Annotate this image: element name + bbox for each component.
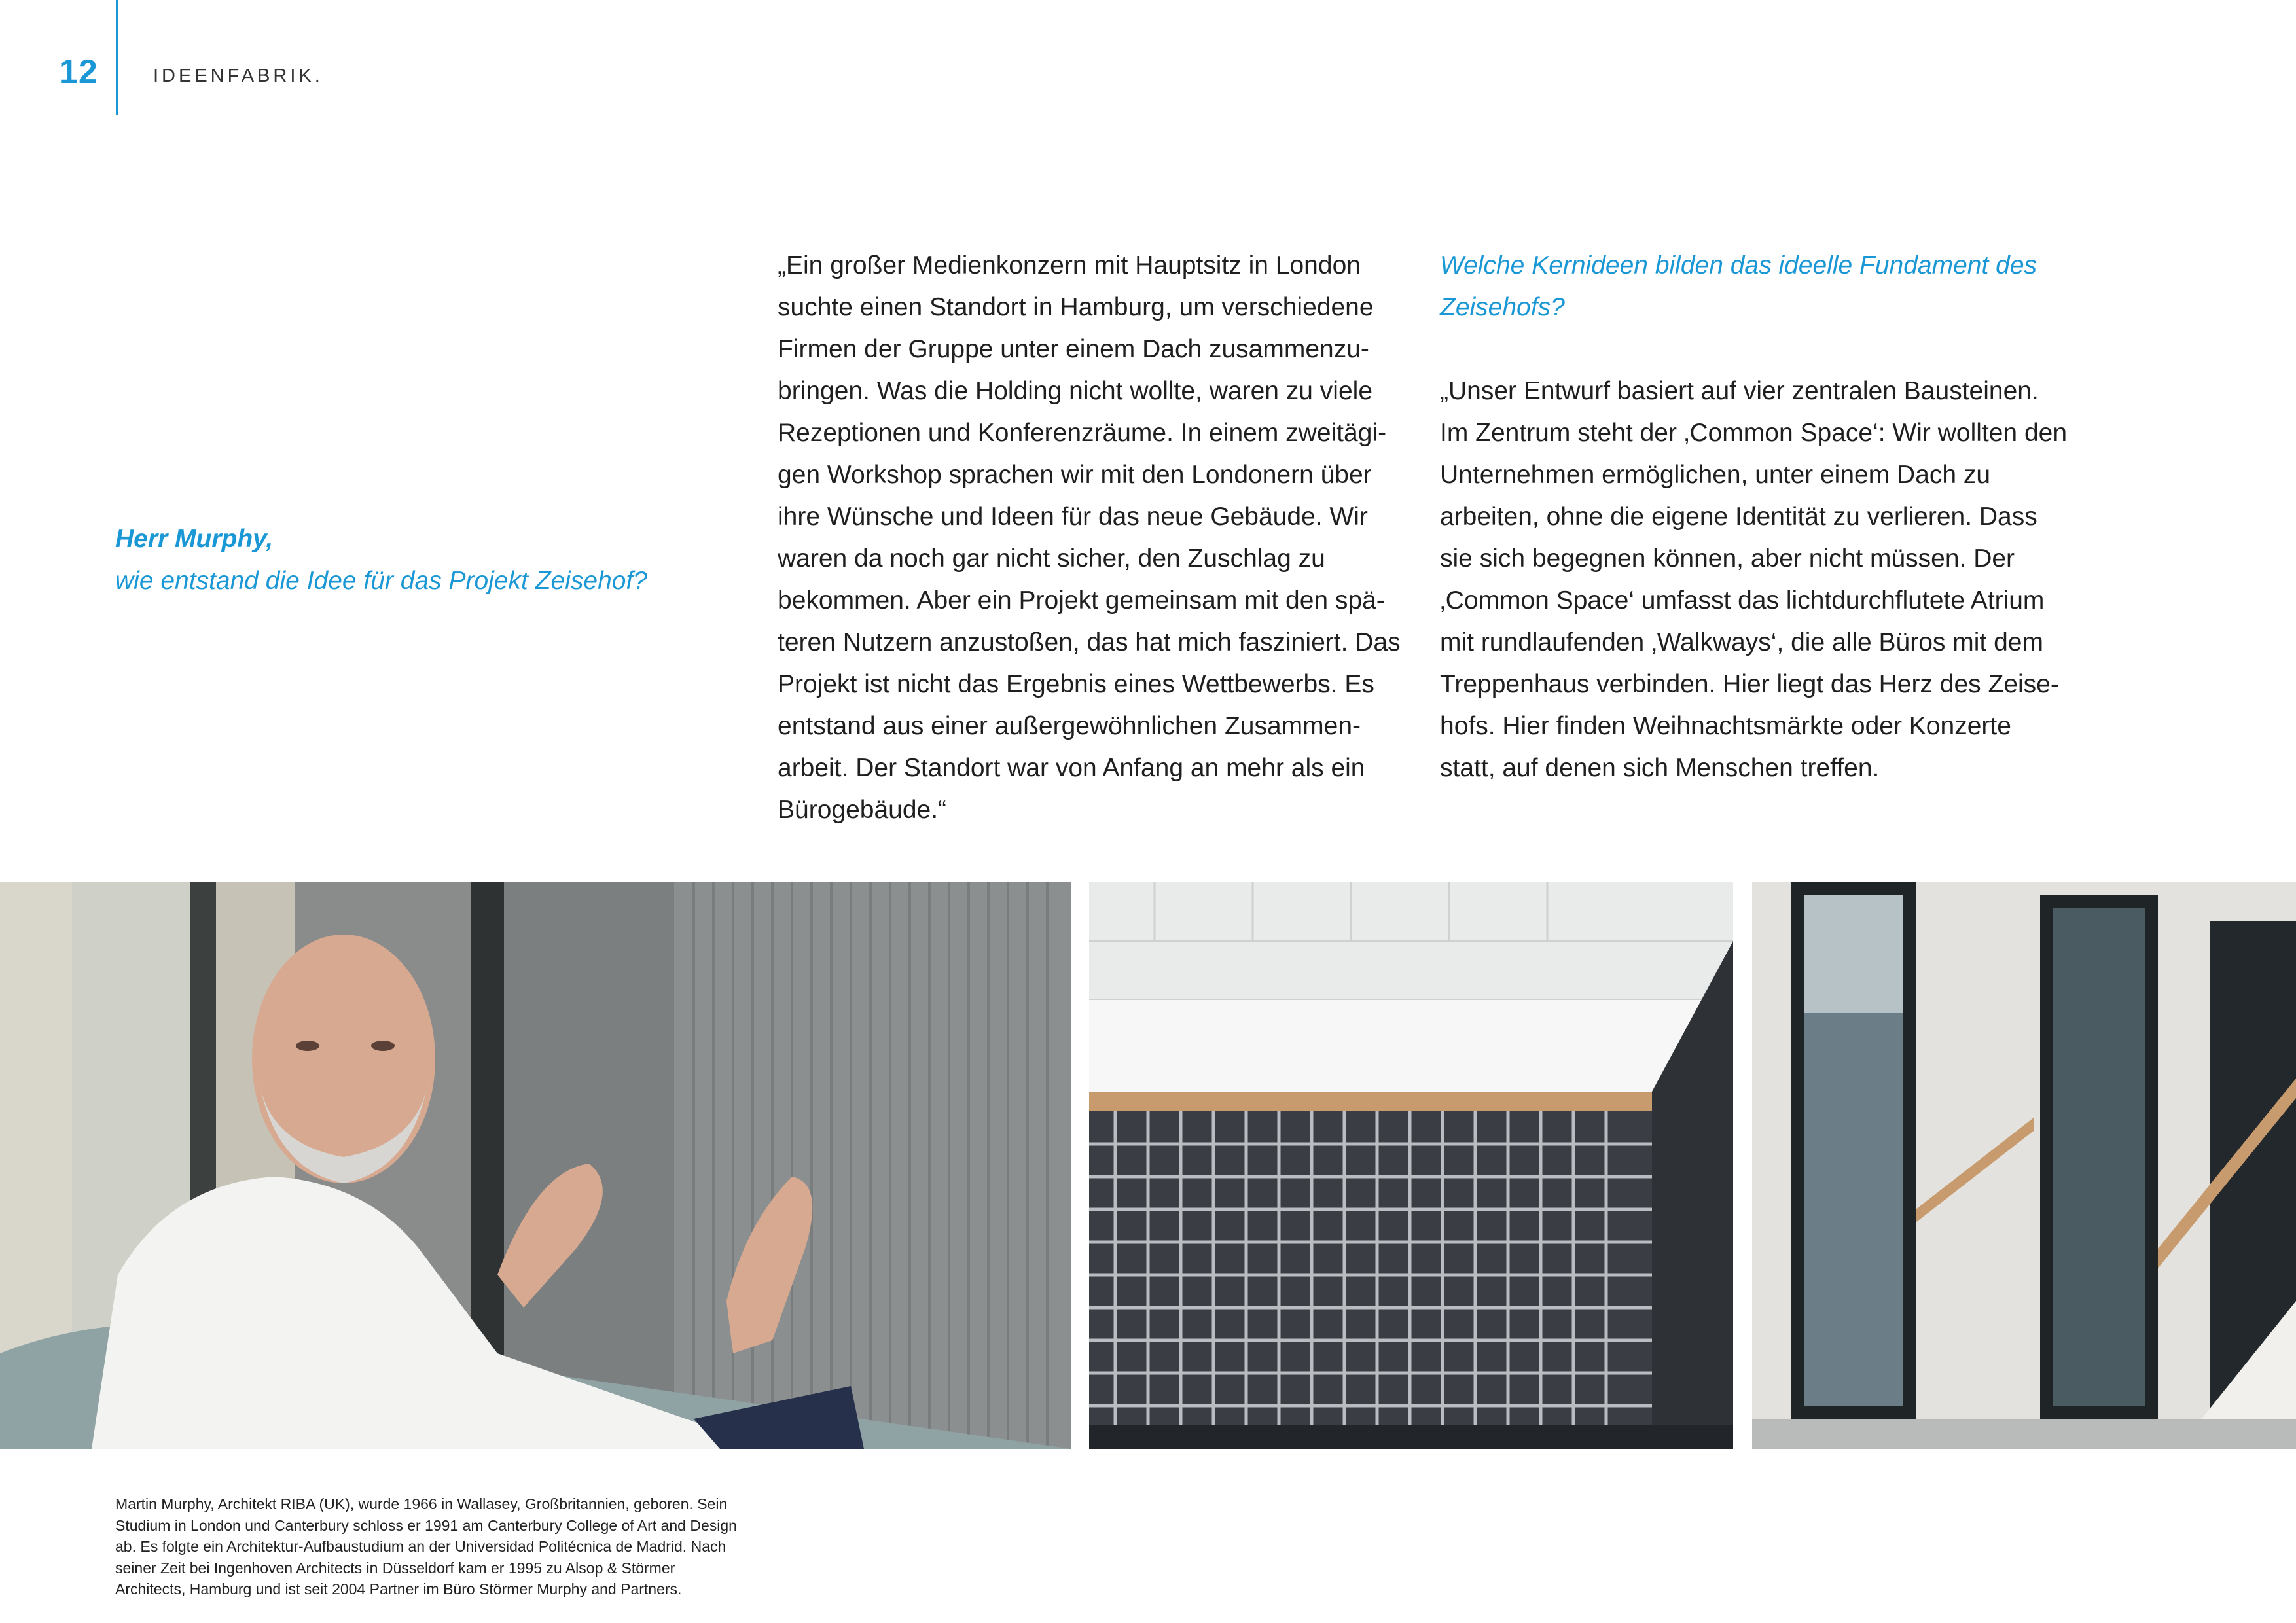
answer-1: „Ein großer Medienkonzern mit Hauptsitz in London suchte einen Standort in Hamburg, um verschiedene Firmen der Gruppe unter einem Dach zusammenzubringen. Was die Holding nicht wollte, waren zu viele Rezeptionen und Konferenzräume. In einem zweitägigen Workshop sprachen wir mit den Londonern über ihre Wünsche und Ideen für das neue Gebäude. Wir waren da noch gar nicht sicher, den Zuschlag zu bekommen. Aber ein Projekt gemeinsam mit den späteren Nutzern anzustoßen, das hat mich fasziniert. Das Projekt ist nicht das Ergebnis eines Wettbewerbs. Es entstand aus einer außergewöhnlichen Zusammenarbeit. Der Standort war von Anfang an mehr als ein Bürogebäude.“ (778, 251, 1401, 824)
railing-photo (1089, 882, 1733, 1449)
question-1-text: wie entstand die Idee für das Projekt Zeisehof? (115, 567, 647, 595)
photo-caption: Martin Murphy, Architekt RIBA (UK), wurde 1966 in Wallasey, Großbritannien, geboren. Sein Studium in London und Canterbury schloss er 1991 am Canterbury College of Art and Design ab. Es folgte ein Architektur-Aufbaustudium an der Universidad Politécnica de Madrid. Nach seiner Zeit bei Ingenhoven Architects in Düsseldorf kam er 1995 zu Alsop & Störmer Architects, Hamburg und ist seit 2004 Partner im Büro Störmer Murphy and Partners. (115, 1495, 737, 1597)
question-2: Welche Kernideen bilden das ideelle Fundament des Zeisehofs? (1440, 251, 2037, 321)
portrait-photo (0, 882, 1071, 1449)
question-1 (115, 518, 704, 602)
header-divider (116, 0, 118, 115)
question-1-lead: Herr Murphy, (115, 525, 274, 553)
answer-2: „Unser Entwurf basiert auf vier zentralen Bausteinen. Im Zentrum steht der ‚Common Space‘: Wir wollten den Unternehmen ermöglichen, unter einem Dach zu arbeiten, ohne die eigene Identität zu verlieren. Dass sie sich begegnen können, aber nicht müssen. Der ‚Common Space‘ umfasst das lichtdurchflutete Atrium mit rundlaufenden ‚Walkways‘, die alle Büros mit dem Treppenhaus verbinden. Hier liegt das Herz des Zeisehofs. Hier finden Weihnachtsmärkte oder Konzerte statt, auf denen sich Menschen treffen. (1440, 377, 2068, 782)
staircase-photo (1752, 882, 2296, 1449)
section-label: IDEENFABRIK. (153, 65, 323, 86)
page-number: 12 (59, 53, 98, 91)
